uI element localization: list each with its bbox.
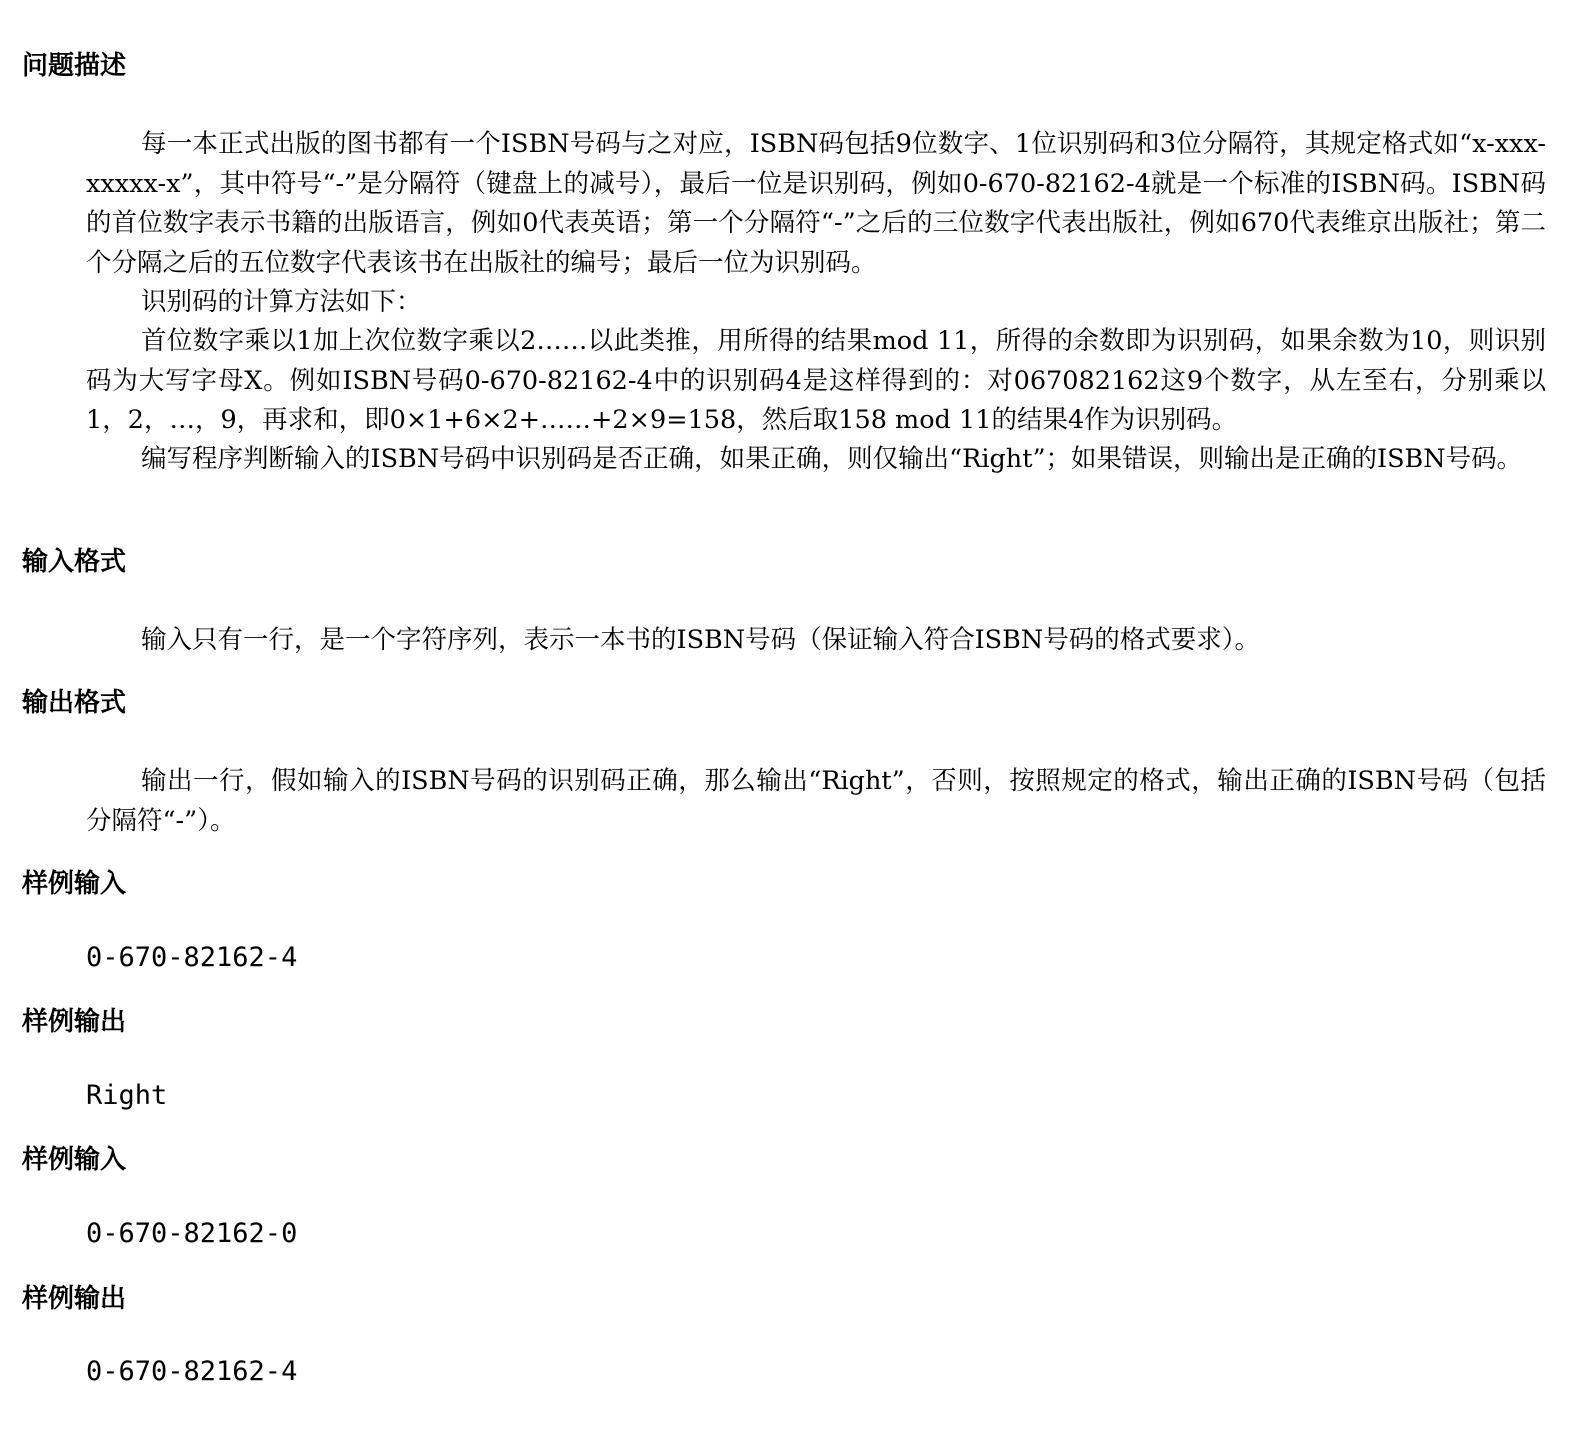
- sample-output-2: 0-670-82162-4: [86, 1356, 298, 1387]
- sample-input-2-heading: 样例输入: [22, 1145, 127, 1175]
- sample-input-1: 0-670-82162-4: [86, 942, 298, 973]
- input-format-heading: 输入格式: [22, 547, 127, 577]
- problem-paragraph-check-digit-intro: 识别码的计算方法如下：: [141, 287, 422, 317]
- sample-input-2: 0-670-82162-0: [86, 1218, 298, 1249]
- problem-paragraph-task: 编写程序判断输入的ISBN号码中识别码是否正确，如果正确，则仅输出“Right”；如果错误，则输出是正确的ISBN号码。: [141, 444, 1523, 474]
- input-format-text: 输入只有一行，是一个字符序列，表示一本书的ISBN号码（保证输入符合ISBN号码的格式要求）。: [141, 625, 1260, 655]
- problem-paragraph-isbn-intro: 每一本正式出版的图书都有一个ISBN号码与之对应，ISBN码包括9位数字、1位识别码和3位分隔符，其规定格式如“x-xxx-xxxxx-x”，其中符号“-”是分隔符（键盘上的减号），最后一位是识别码，例如0-670-82162-4就是一个标准的ISBN码。ISBN码的首位数字表示书籍的出版语言，例如0代表英语；第一个分隔符“-”之后的三位数字代表出版社，例如670代表维京出版社；第二个分隔之后的五位数字代表该书在出版社的编号；最后一位为识别码。: [86, 129, 1546, 278]
- sample-output-2-heading: 样例输出: [22, 1284, 127, 1314]
- output-format-heading: 输出格式: [22, 688, 127, 718]
- problem-paragraph-check-digit-method: 首位数字乘以1加上次位数字乘以2……以此类推，用所得的结果mod 11，所得的余数即为识别码，如果余数为10，则识别码为大写字母X。例如ISBN号码0-670-82162-4中的识别码4是这样得到的：对067082162这9个数字，从左至右，分别乘以1，2，…，9，再求和，即0×1+6×2+……+2×9=158，然后取158 mod 11的结果4作为识别码。: [86, 326, 1546, 435]
- sample-output-1: Right: [86, 1080, 168, 1111]
- sample-output-1-heading: 样例输出: [22, 1007, 127, 1037]
- problem-description-heading: 问题描述: [22, 51, 127, 81]
- output-format-text: 输出一行，假如输入的ISBN号码的识别码正确，那么输出“Right”，否则，按照规定的格式，输出正确的ISBN号码（包括分隔符“-”）。: [86, 766, 1546, 836]
- sample-input-1-heading: 样例输入: [22, 869, 127, 899]
